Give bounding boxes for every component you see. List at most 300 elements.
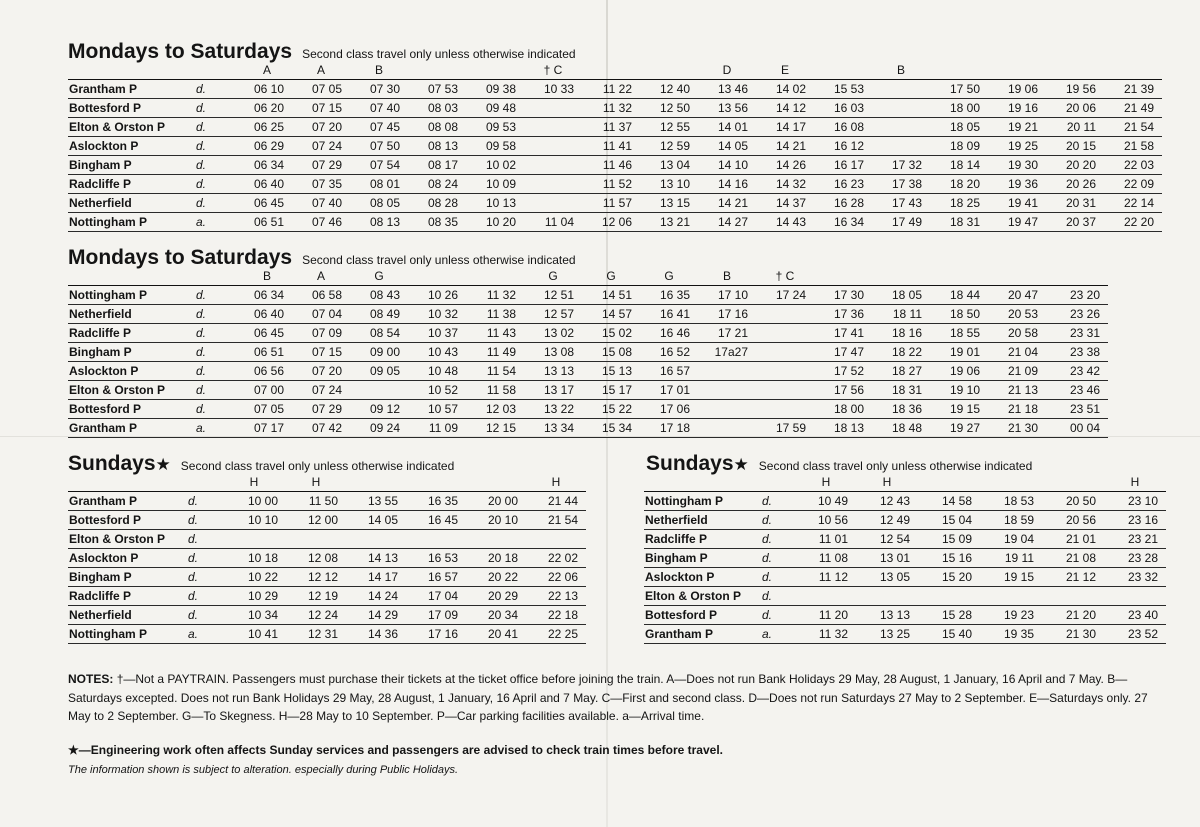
train-time: 10 13 — [466, 193, 524, 212]
train-time: 08 28 — [408, 193, 466, 212]
train-time: 07 15 — [292, 98, 350, 117]
table-row — [68, 323, 1108, 342]
train-time: 11 32 — [796, 624, 856, 643]
train-time: 14 16 — [698, 174, 756, 193]
table-row — [68, 136, 1162, 155]
train-time: 22 02 — [526, 548, 586, 567]
train-time: 23 16 — [1104, 510, 1166, 529]
table-row — [644, 510, 1166, 529]
train-time: 22 25 — [526, 624, 586, 643]
train-time: 18 00 — [930, 98, 988, 117]
train-time: 10 22 — [222, 567, 286, 586]
train-time: 11 20 — [796, 605, 856, 624]
train-time — [526, 529, 586, 548]
train-time: 12 12 — [286, 567, 346, 586]
train-time: 09 24 — [350, 418, 408, 437]
train-time: 16 17 — [814, 155, 872, 174]
service-code: E — [756, 62, 814, 79]
train-time: 07 46 — [292, 212, 350, 231]
train-time: 08 17 — [408, 155, 466, 174]
train-time: 23 31 — [1046, 323, 1108, 342]
train-time: 07 40 — [350, 98, 408, 117]
train-time — [406, 529, 466, 548]
train-time: 14 10 — [698, 155, 756, 174]
train-time: 21 04 — [988, 342, 1046, 361]
train-time — [698, 418, 756, 437]
train-time: 13 10 — [640, 174, 698, 193]
service-code: H — [1104, 474, 1166, 491]
train-time: 07 35 — [292, 174, 350, 193]
table-row — [68, 193, 1162, 212]
train-time: 17 47 — [814, 342, 872, 361]
service-code — [980, 474, 1042, 491]
train-time: 08 24 — [408, 174, 466, 193]
train-time — [698, 361, 756, 380]
service-code — [466, 268, 524, 285]
arrive-depart-marker: d. — [196, 98, 242, 117]
section-subtitle: Second class travel only unless otherwise indicated — [180, 459, 455, 473]
train-time: 23 32 — [1104, 567, 1166, 586]
notes-label: NOTES: — [68, 672, 114, 686]
train-time: 10 41 — [222, 624, 286, 643]
train-time: 16 34 — [814, 212, 872, 231]
train-time: 13 22 — [524, 399, 582, 418]
train-time: 10 18 — [222, 548, 286, 567]
train-time: 17 06 — [640, 399, 698, 418]
train-time: 14 29 — [346, 605, 406, 624]
train-time: 08 13 — [408, 136, 466, 155]
train-time — [756, 361, 814, 380]
train-time: 16 08 — [814, 117, 872, 136]
train-time: 07 24 — [292, 380, 350, 399]
service-code: H — [856, 474, 918, 491]
train-time: 15 16 — [918, 548, 980, 567]
table-row — [68, 399, 1108, 418]
table-row — [68, 212, 1162, 231]
train-time: 13 25 — [856, 624, 918, 643]
train-time: 20 29 — [466, 586, 526, 605]
service-code: H — [222, 474, 286, 491]
arrive-depart-marker: d. — [196, 285, 242, 304]
train-time: 11 50 — [286, 491, 346, 510]
train-time: 21 54 — [526, 510, 586, 529]
train-time: 16 41 — [640, 304, 698, 323]
train-time: 10 49 — [796, 491, 856, 510]
section-title: Mondays to Saturdays — [68, 40, 293, 63]
table-row — [68, 98, 1162, 117]
train-time: 20 41 — [466, 624, 526, 643]
train-time: 10 37 — [408, 323, 466, 342]
train-time: 12 15 — [466, 418, 524, 437]
train-time — [872, 136, 930, 155]
station-name: Bingham P — [68, 342, 196, 361]
service-code — [466, 62, 524, 79]
train-time: 08 08 — [408, 117, 466, 136]
train-time: 20 53 — [988, 304, 1046, 323]
table-row — [68, 285, 1108, 304]
station-name: Radcliffe P — [68, 586, 188, 605]
arrive-depart-marker: d. — [762, 529, 796, 548]
train-time: 10 32 — [408, 304, 466, 323]
train-time: 09 12 — [350, 399, 408, 418]
section-2-heading — [68, 246, 576, 270]
table-row — [68, 361, 1108, 380]
train-time — [286, 529, 346, 548]
train-time: 20 20 — [1046, 155, 1104, 174]
arrive-depart-marker: d. — [196, 79, 242, 98]
station-name: Aslockton P — [68, 548, 188, 567]
train-time: 15 09 — [918, 529, 980, 548]
service-code — [408, 62, 466, 79]
train-time: 23 46 — [1046, 380, 1108, 399]
train-time — [524, 174, 582, 193]
arrive-depart-marker: d. — [762, 548, 796, 567]
service-codes-row — [68, 62, 1162, 79]
train-time: 07 30 — [350, 79, 408, 98]
train-time: 06 10 — [242, 79, 292, 98]
train-time: 14 24 — [346, 586, 406, 605]
service-code: H — [796, 474, 856, 491]
service-codes-row — [68, 268, 1108, 285]
train-time: 07 29 — [292, 399, 350, 418]
train-time: 20 31 — [1046, 193, 1104, 212]
train-time: 18 55 — [930, 323, 988, 342]
service-code: G — [640, 268, 698, 285]
arrive-depart-marker: d. — [762, 510, 796, 529]
train-time: 09 53 — [466, 117, 524, 136]
train-time: 07 09 — [292, 323, 350, 342]
station-name: Elton & Orston P — [68, 529, 188, 548]
table-row — [68, 304, 1108, 323]
train-time: 14 32 — [756, 174, 814, 193]
train-time: 14 13 — [346, 548, 406, 567]
section-subtitle: Second class travel only unless otherwise indicated — [758, 459, 1033, 473]
train-time: 17 01 — [640, 380, 698, 399]
service-code: H — [286, 474, 346, 491]
train-time: 11 38 — [466, 304, 524, 323]
train-time: 11 09 — [408, 418, 466, 437]
train-time: 19 35 — [980, 624, 1042, 643]
train-time: 15 28 — [918, 605, 980, 624]
train-time: 19 23 — [980, 605, 1042, 624]
train-time: 11 54 — [466, 361, 524, 380]
station-name: Bingham P — [68, 567, 188, 586]
train-time: 21 54 — [1104, 117, 1162, 136]
train-time: 17 16 — [406, 624, 466, 643]
table-row — [644, 624, 1166, 643]
train-time: 20 50 — [1042, 491, 1104, 510]
train-time: 08 05 — [350, 193, 408, 212]
train-time: 17 32 — [872, 155, 930, 174]
train-time: 06 40 — [242, 304, 292, 323]
station-name: Bottesford P — [68, 399, 196, 418]
train-time: 13 55 — [346, 491, 406, 510]
train-time: 16 03 — [814, 98, 872, 117]
train-time: 23 10 — [1104, 491, 1166, 510]
train-time: 20 26 — [1046, 174, 1104, 193]
star-icon: ★ — [155, 455, 171, 474]
train-time: 18 05 — [930, 117, 988, 136]
train-time: 18 16 — [872, 323, 930, 342]
train-time: 17 50 — [930, 79, 988, 98]
arrive-depart-marker: d. — [188, 548, 222, 567]
timetable-weekday-nottingham-grantham — [68, 268, 1108, 438]
train-time: 19 15 — [930, 399, 988, 418]
train-time: 14 17 — [756, 117, 814, 136]
service-code — [930, 62, 988, 79]
notes-text: †—Not a PAYTRAIN. Passengers must purchase their tickets at the ticket office before joining the train. A—Does not run Bank Holidays 29 May, 28 August, 1 January, 16 April and 7 May. B—Saturdays excepted. Does not run Bank Holidays 29 May, 28 August, 1 January, 16 April and 7 May. C—First and second class. D—Does not run Saturdays 27 May to 2 September. E—Saturdays only. 27 May to 2 September. G—To Skegness. H—28 May to 10 September. P—Car parking facilities available. a—Arrival time. — [68, 672, 1148, 723]
table-row — [68, 624, 586, 643]
arrive-depart-marker: a. — [188, 624, 222, 643]
train-time: 21 13 — [988, 380, 1046, 399]
train-time: 21 30 — [1042, 624, 1104, 643]
train-time: 07 40 — [292, 193, 350, 212]
train-time: 14 36 — [346, 624, 406, 643]
train-time: 13 05 — [856, 567, 918, 586]
arrive-depart-marker: d. — [196, 323, 242, 342]
train-time: 13 21 — [640, 212, 698, 231]
train-time: 20 47 — [988, 285, 1046, 304]
train-time: 14 05 — [346, 510, 406, 529]
train-time: 19 21 — [988, 117, 1046, 136]
train-time: 15 20 — [918, 567, 980, 586]
train-time: 17 38 — [872, 174, 930, 193]
train-time: 20 22 — [466, 567, 526, 586]
train-time: 16 12 — [814, 136, 872, 155]
train-time: 17a27 — [698, 342, 756, 361]
train-time: 16 57 — [406, 567, 466, 586]
train-time: 21 44 — [526, 491, 586, 510]
train-time — [222, 529, 286, 548]
train-time: 07 15 — [292, 342, 350, 361]
train-time: 10 00 — [222, 491, 286, 510]
train-time: 07 45 — [350, 117, 408, 136]
train-time: 10 26 — [408, 285, 466, 304]
train-time: 19 16 — [988, 98, 1046, 117]
service-code: B — [872, 62, 930, 79]
train-time: 08 01 — [350, 174, 408, 193]
station-name: Netherfield — [68, 304, 196, 323]
station-name: Radcliffe P — [68, 174, 196, 193]
train-time: 00 04 — [1046, 418, 1108, 437]
train-time: 16 35 — [406, 491, 466, 510]
train-time: 14 51 — [582, 285, 640, 304]
train-time: 14 58 — [918, 491, 980, 510]
arrive-depart-marker: d. — [762, 567, 796, 586]
train-time: 06 45 — [242, 193, 292, 212]
arrive-depart-marker: a. — [196, 212, 242, 231]
train-time: 11 57 — [582, 193, 640, 212]
train-time: 07 20 — [292, 361, 350, 380]
section-title: Sundays — [646, 452, 734, 475]
table-row — [644, 548, 1166, 567]
table-row — [68, 586, 586, 605]
train-time: 21 01 — [1042, 529, 1104, 548]
train-time: 11 52 — [582, 174, 640, 193]
station-name: Nottingham P — [68, 212, 196, 231]
station-name: Elton & Orston P — [68, 380, 196, 399]
train-time: 07 05 — [292, 79, 350, 98]
train-time: 19 25 — [988, 136, 1046, 155]
train-time: 10 56 — [796, 510, 856, 529]
station-name: Nottingham P — [68, 285, 196, 304]
train-time: 16 57 — [640, 361, 698, 380]
train-time: 14 05 — [698, 136, 756, 155]
train-time — [698, 380, 756, 399]
train-time: 11 41 — [582, 136, 640, 155]
train-time: 12 40 — [640, 79, 698, 98]
station-name: Elton & Orston P — [644, 586, 762, 605]
train-time — [756, 323, 814, 342]
train-time: 13 56 — [698, 98, 756, 117]
train-time: 18 11 — [872, 304, 930, 323]
service-code: A — [292, 62, 350, 79]
train-time — [756, 342, 814, 361]
train-time: 07 17 — [242, 418, 292, 437]
train-time: 17 36 — [814, 304, 872, 323]
service-codes-row — [644, 474, 1166, 491]
train-time: 19 15 — [980, 567, 1042, 586]
train-time: 20 00 — [466, 491, 526, 510]
arrive-depart-marker: d. — [188, 586, 222, 605]
train-time: 10 29 — [222, 586, 286, 605]
section-title: Mondays to Saturdays — [68, 246, 293, 269]
arrive-depart-marker: d. — [196, 361, 242, 380]
train-time: 21 08 — [1042, 548, 1104, 567]
train-time: 10 20 — [466, 212, 524, 231]
train-time: 19 30 — [988, 155, 1046, 174]
arrive-depart-marker: d. — [196, 342, 242, 361]
train-time: 17 21 — [698, 323, 756, 342]
arrive-depart-marker: a. — [196, 418, 242, 437]
train-time: 21 20 — [1042, 605, 1104, 624]
train-time: 21 09 — [988, 361, 1046, 380]
service-code: † C — [524, 62, 582, 79]
arrive-depart-marker: d. — [188, 491, 222, 510]
station-name: Radcliffe P — [644, 529, 762, 548]
service-code — [1042, 474, 1104, 491]
service-code — [1046, 62, 1104, 79]
train-time: 08 13 — [350, 212, 408, 231]
train-time: 13 01 — [856, 548, 918, 567]
train-time: 12 55 — [640, 117, 698, 136]
service-code — [872, 268, 930, 285]
station-name: Aslockton P — [644, 567, 762, 586]
station-name: Grantham P — [644, 624, 762, 643]
train-time: 22 03 — [1104, 155, 1162, 174]
station-name: Aslockton P — [68, 136, 196, 155]
service-code: A — [292, 268, 350, 285]
train-time: 16 28 — [814, 193, 872, 212]
train-time: 19 47 — [988, 212, 1046, 231]
train-time — [756, 399, 814, 418]
table-row — [68, 605, 586, 624]
train-time: 15 53 — [814, 79, 872, 98]
train-time: 19 06 — [930, 361, 988, 380]
arrive-depart-marker: d. — [196, 380, 242, 399]
train-time: 07 42 — [292, 418, 350, 437]
service-code — [1104, 62, 1162, 79]
section-3-heading — [68, 452, 454, 476]
train-time — [872, 79, 930, 98]
train-time: 12 57 — [524, 304, 582, 323]
train-time: 10 02 — [466, 155, 524, 174]
train-time: 10 48 — [408, 361, 466, 380]
train-time: 15 02 — [582, 323, 640, 342]
arrive-depart-marker: d. — [762, 586, 796, 605]
train-time: 13 13 — [856, 605, 918, 624]
train-time — [980, 586, 1042, 605]
station-name: Bottesford P — [644, 605, 762, 624]
train-time: 16 23 — [814, 174, 872, 193]
service-code — [918, 474, 980, 491]
train-time: 11 12 — [796, 567, 856, 586]
train-time: 21 18 — [988, 399, 1046, 418]
train-time: 21 58 — [1104, 136, 1162, 155]
train-time: 20 10 — [466, 510, 526, 529]
service-code — [466, 474, 526, 491]
table-row — [644, 491, 1166, 510]
train-time: 23 20 — [1046, 285, 1108, 304]
train-time: 18 13 — [814, 418, 872, 437]
train-time: 17 41 — [814, 323, 872, 342]
table-row — [68, 174, 1162, 193]
service-code: B — [698, 268, 756, 285]
train-time: 07 53 — [408, 79, 466, 98]
train-time: 10 52 — [408, 380, 466, 399]
train-time: 12 06 — [582, 212, 640, 231]
train-time: 14 43 — [756, 212, 814, 231]
train-time: 07 00 — [242, 380, 292, 399]
train-time — [796, 586, 856, 605]
table-row — [68, 548, 586, 567]
train-time: 09 05 — [350, 361, 408, 380]
train-time: 08 54 — [350, 323, 408, 342]
train-time — [698, 399, 756, 418]
train-time: 16 46 — [640, 323, 698, 342]
station-name: Netherfield — [68, 193, 196, 212]
station-name: Bottesford P — [68, 510, 188, 529]
station-name: Bingham P — [68, 155, 196, 174]
train-time: 11 37 — [582, 117, 640, 136]
train-time: 14 57 — [582, 304, 640, 323]
train-time: 14 21 — [698, 193, 756, 212]
train-time: 13 17 — [524, 380, 582, 399]
train-time: 13 08 — [524, 342, 582, 361]
train-time: 23 21 — [1104, 529, 1166, 548]
train-time: 22 06 — [526, 567, 586, 586]
train-time — [466, 529, 526, 548]
arrive-depart-marker: d. — [188, 605, 222, 624]
station-name: Grantham P — [68, 418, 196, 437]
section-title: Sundays — [68, 452, 156, 475]
train-time: 13 02 — [524, 323, 582, 342]
table-row — [68, 418, 1108, 437]
train-time: 16 53 — [406, 548, 466, 567]
service-code: H — [526, 474, 586, 491]
train-time: 06 58 — [292, 285, 350, 304]
train-time: 19 56 — [1046, 79, 1104, 98]
train-time: 13 04 — [640, 155, 698, 174]
service-code — [930, 268, 988, 285]
train-time: 18 31 — [930, 212, 988, 231]
arrive-depart-marker: a. — [762, 624, 796, 643]
station-name: Bingham P — [644, 548, 762, 567]
table-row — [644, 529, 1166, 548]
section-4-heading — [646, 452, 1032, 476]
train-time: 22 18 — [526, 605, 586, 624]
train-time: 18 22 — [872, 342, 930, 361]
